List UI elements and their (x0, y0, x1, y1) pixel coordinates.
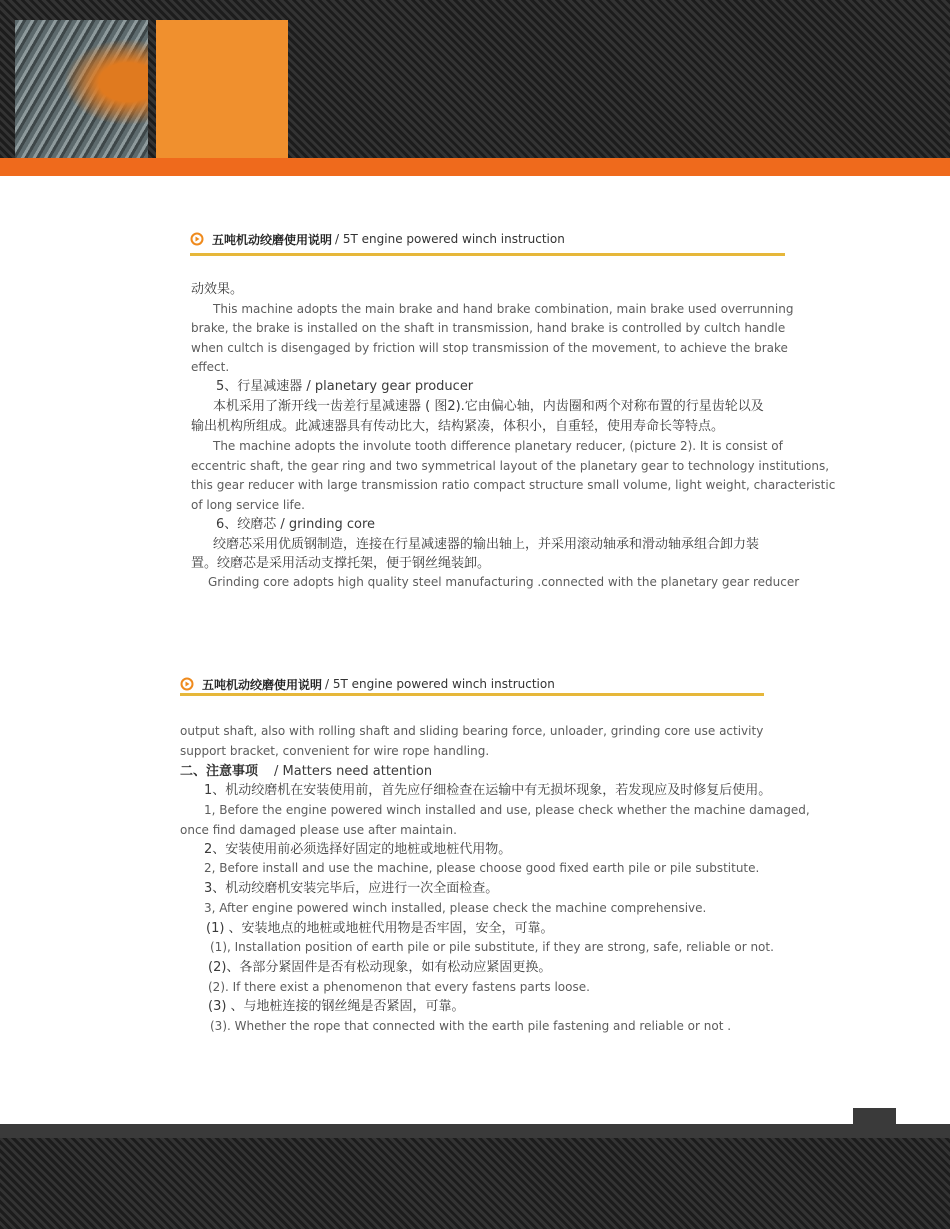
text-line: Grinding core adopts high quality steel manufacturing .connected with the planetary gear reducer (208, 575, 800, 589)
text-line: effect. (191, 360, 230, 374)
text-line: support bracket, convenient for wire rope handling. (180, 744, 490, 758)
section-heading-en: / Matters need attention (274, 764, 433, 779)
text-line: of long service life. (191, 498, 305, 512)
text-line: once find damaged please use after maintain. (180, 823, 457, 837)
text-line: 动效果。 (191, 282, 244, 297)
text-line: when cultch is disengaged by friction will stop transmission of the movement, to achieve the brake (191, 341, 788, 355)
text-line: 输出机构所组成。此减速器具有传动比大，结构紧凑，体积小，自重轻，使用寿命长等特点。 (191, 419, 725, 434)
text-line: (2)、各部分紧固件是否有松动现象，如有松动应紧固更换。 (208, 960, 552, 975)
text-line: brake, the brake is installed on the shaft in transmission, hand brake is controlled by cultch handle (191, 321, 786, 335)
arrow-circle-icon (190, 232, 204, 246)
text-line: 2, Before install and use the machine, please choose good fixed earth pile or pile substitute. (204, 861, 760, 875)
section-1-title-cn: 五吨机动绞磨使用说明 (212, 232, 333, 247)
text-line: 绞磨芯采用优质钢制造，连接在行星减速器的输出轴上，并采用滚动轴承和滑动轴承组合卸力装 (213, 537, 760, 552)
section-1-title-en: / 5T engine powered winch instruction (335, 232, 565, 246)
text-line: this gear reducer with large transmission ratio compact structure small volume, light weight, characteristic (191, 478, 836, 492)
text-line: output shaft, also with rolling shaft and sliding bearing force, unloader, grinding core use activity (180, 724, 764, 738)
text-line: (3). Whether the rope that connected with the earth pile fastening and reliable or not . (210, 1019, 732, 1033)
text-line: This machine adopts the main brake and hand brake combination, main brake used overrunning (213, 302, 794, 316)
winch-photo-thumbnail (15, 20, 148, 158)
footer-top-strip (0, 1124, 950, 1138)
text-line: 1、机动绞磨机在安装使用前，首先应仔细检查在运输中有无损坏现象，若发现应及时修复后使用。 (204, 783, 772, 798)
text-line: 3, After engine powered winch installed, please check the machine comprehensive. (204, 901, 707, 915)
text-line: 5、行星减速器 / planetary gear producer (216, 379, 474, 394)
header-orange-stripe (0, 158, 950, 176)
section-2-title-en: / 5T engine powered winch instruction (325, 677, 555, 691)
text-line: The machine adopts the involute tooth difference planetary reducer, (picture 2). It is consist of (213, 439, 783, 453)
arrow-circle-icon (180, 677, 194, 691)
text-line: 置。绞磨芯是采用活动支撑托架，便于钢丝绳装卸。 (191, 556, 491, 571)
section-2-title-cn: 五吨机动绞磨使用说明 (202, 677, 323, 692)
text-line: 2、安装使用前必须选择好固定的地桩或地桩代用物。 (204, 842, 512, 857)
section-1-header (190, 227, 565, 251)
section-heading-cn: 二、注意事项 (180, 764, 259, 779)
section-2-rule (180, 693, 764, 696)
footer-texture-band (0, 1124, 950, 1229)
header-orange-block (156, 20, 288, 158)
text-line: eccentric shaft, the gear ring and two symmetrical layout of the planetary gear to technology institutions, (191, 459, 830, 473)
text-line: 本机采用了渐开线一齿差行星减速器 ( 图2).它由偏心轴，内齿圈和两个对称布置的行星齿轮以及 (213, 399, 764, 414)
page-number-tab (853, 1108, 896, 1138)
text-line: 3、机动绞磨机安装完毕后，应进行一次全面检查。 (204, 881, 499, 896)
text-line: (2). If there exist a phenomenon that every fastens parts loose. (208, 980, 590, 994)
text-line: 1, Before the engine powered winch installed and use, please check whether the machine damaged, (204, 803, 810, 817)
text-line: (1) 、安装地点的地桩或地桩代用物是否牢固，安全，可靠。 (206, 921, 554, 936)
text-line: 6、绞磨芯 / grinding core (216, 517, 376, 532)
text-line: (1), Installation position of earth pile or pile substitute, if they are strong, safe, reliable or not. (210, 940, 774, 954)
section-1-rule (190, 253, 785, 256)
text-line: (3) 、与地桩连接的钢丝绳是否紧固，可靠。 (208, 999, 465, 1014)
